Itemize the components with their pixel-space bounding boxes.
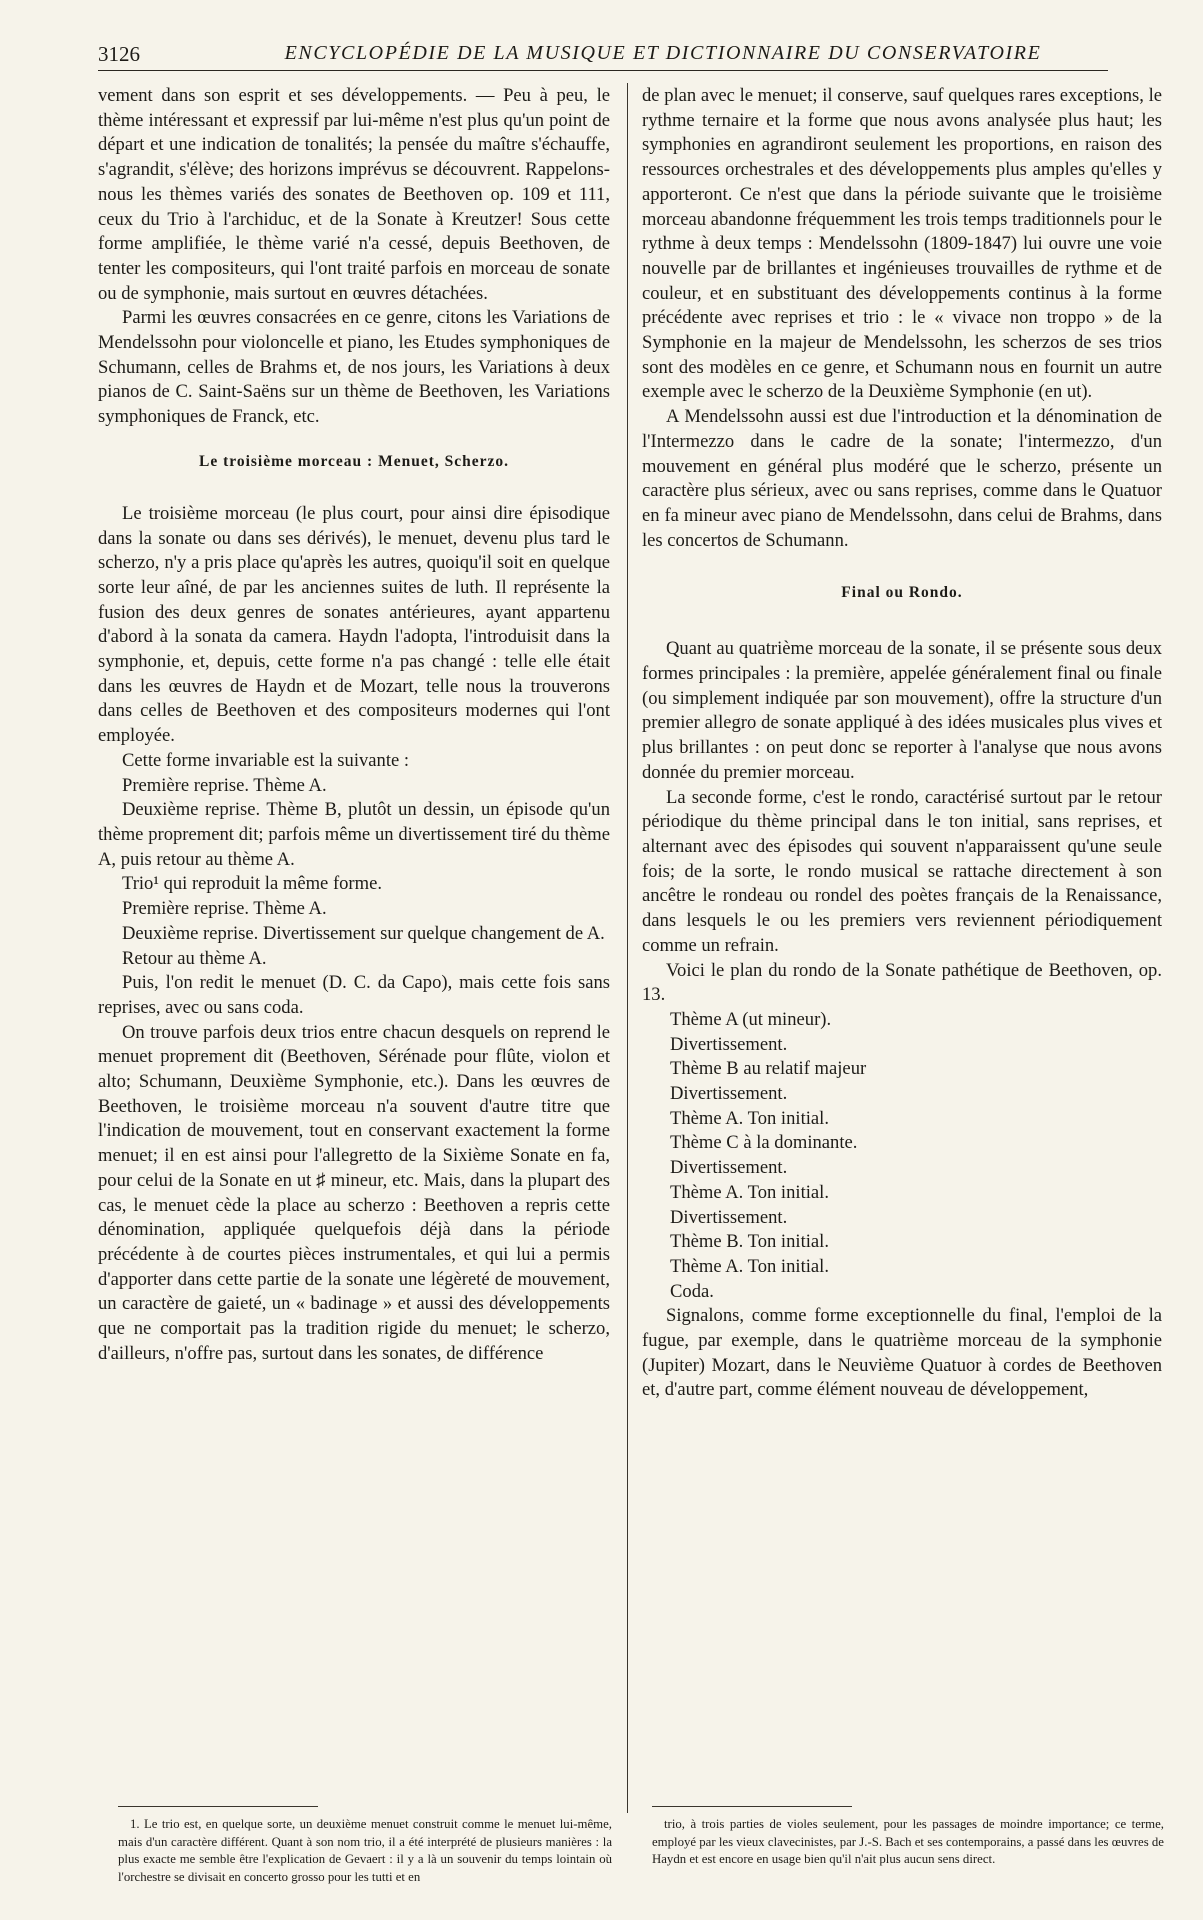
footnote-text: trio, à trois parties de violes seulement, pour les passages de moindre importance; ce terme, employé par les vieux clavecinistes, par J.-S. Bach et ses contemporains, a passé dans les œuvres de Haydn et est encore en usage bien qu'il n'ait plus aucun sens direct. bbox=[652, 1817, 1164, 1866]
form-item: Deuxième reprise. Divertissement sur quelque changement de A. bbox=[122, 922, 605, 944]
rondo-plan-item: Divertissement. bbox=[670, 1157, 788, 1179]
rondo-plan-item: Thème A (ut mineur). bbox=[670, 1008, 832, 1030]
paragraph: de plan avec le menuet; il conserve, sauf quelques rares exceptions, le rythme ternaire et la forme que nous avons analysée plus haut; les symphonies en agrandiront seulement les proportions, en raison des ressources orchestrales et des développements plus amples qu'elles y apporteront. Ce n'est que dans la période suivante que le troisième morceau abandonne fréquemment les trois temps traditionnels pour le rythme à deux temps : Mendelssohn (1809-1847) lui ouvre une voie nouvelle par de brillantes et ingénieuses trouvailles de rythme et de couleur, et en substituant des développements continus à la forme précédente avec reprises et trio : le « vivace non troppo » de la Symphonie en la majeur de Mendelssohn, les scherzos de ses trios sont des modèles en ce genre, et Schumann nous en fournit un autre exemple avec le scherzo de la Deuxième Symphonie (en ut). bbox=[642, 85, 1162, 403]
footnote-left bbox=[118, 1816, 612, 1886]
rondo-plan-item: Divertissement. bbox=[670, 1083, 788, 1105]
paragraph: On trouve parfois deux trios entre chacun desquels on reprend le menuet proprement dit (Beethoven, Sérénade pour flûte, violon et alto; Schumann, Deuxième Symphonie, etc.). Dans les œuvres de Beethoven, le troisième morceau n'a souvent d'autre titre que l'indication de mouvement, tout en conservant exactement la forme menuet; il en est ainsi pour l'allegretto de la Sixième Sonate en fa, pour celui de la Sonate en ut ♯ mineur, etc. Mais, dans la plupart des cas, le menuet cède la place au scherzo : Beethoven a repris cette dénomination, appliquée quelquefois déjà dans la période précédente à de courtes pièces instrumentales, et qui lui a permis d'apporter dans cette partie de la sonate une légèreté de mouvement, un caractère de gaieté, un « badinage » et aussi des développements que ne comportait pas la tradition rigide du menuet; le scherzo, d'ailleurs, n'offre pas, surtout dans les sonates, de différence bbox=[98, 1021, 610, 1364]
rondo-plan-item: Coda. bbox=[670, 1280, 714, 1302]
footnote-rule bbox=[652, 1806, 852, 1807]
rondo-plan-item: Divertissement. bbox=[670, 1206, 788, 1228]
paragraph: Puis, l'on redit le menuet (D. C. da Capo), mais cette fois sans reprises, avec ou sans coda. bbox=[98, 972, 610, 1018]
paragraph: Signalons, comme forme exceptionnelle du final, l'emploi de la fugue, par exemple, dans le quatrième morceau de la symphonie (Jupiter) Mozart, dans le Neuvième Quatuor à cordes de Beethoven et, d'autre part, comme élément nouveau de développement, bbox=[642, 1305, 1162, 1401]
form-item: Deuxième reprise. Thème B, plutôt un dessin, un épisode qu'un thème proprement dit; parfois même un divertissement tiré du thème A, puis retour au thème A. bbox=[98, 799, 610, 870]
page-number: 3126 bbox=[98, 42, 140, 66]
paragraph: A Mendelssohn aussi est due l'introduction et la dénomination de l'Intermezzo dans le cadre de la sonate; l'intermezzo, d'un mouvement en général plus modéré que le scherzo, présente un caractère plus sérieux, avec ou sans reprises, comme dans le Quatuor en fa mineur avec piano de Mendelssohn, dans celui de Brahms, dans les concertos de Schumann. bbox=[642, 406, 1162, 551]
form-item: Retour au thème A. bbox=[122, 947, 267, 969]
rondo-plan-item: Thème C à la dominante. bbox=[670, 1132, 858, 1154]
footnote-right bbox=[652, 1816, 1164, 1869]
page-header bbox=[98, 40, 1108, 71]
footnote-text: 1. Le trio est, en quelque sorte, un deuxième menuet construit comme le menuet lui-même, mais d'un caractère différent. Quant à son nom trio, il a été interprété de plusieurs manières : la plus exacte me semble être l'explication de Gevaert : il y a là un souvenir du temps lointain où l'orchestre se divisait en concerto grosso pour les tutti et en bbox=[118, 1817, 612, 1884]
footnote-rule bbox=[118, 1806, 318, 1807]
running-title: ENCYCLOPÉDIE DE LA MUSIQUE ET DICTIONNAIRE DU CONSERVATOIRE bbox=[284, 42, 1042, 64]
rondo-plan-item: Thème B. Ton initial. bbox=[670, 1231, 829, 1253]
section-title-menuet: Le troisième morceau : Menuet, Scherzo. bbox=[198, 452, 510, 470]
section-title-final: Final ou Rondo. bbox=[841, 584, 963, 602]
right-column bbox=[642, 84, 1162, 1403]
column-divider bbox=[627, 83, 628, 1813]
paragraph: Parmi les œuvres consacrées en ce genre, citons les Variations de Mendelssohn pour violoncelle et piano, les Etudes symphoniques de Schumann, celles de Brahms et, de nos jours, les Variations à deux pianos de C. Saint-Saëns sur un thème de Beethoven, les Variations symphoniques de Franck, etc. bbox=[98, 307, 610, 428]
rondo-plan-item: Divertissement. bbox=[670, 1033, 788, 1055]
rondo-plan-item: Thème A. Ton initial. bbox=[670, 1107, 829, 1129]
paragraph: Cette forme invariable est la suivante : bbox=[122, 749, 410, 771]
form-item: Trio¹ qui reproduit la même forme. bbox=[122, 873, 382, 895]
paragraph: vement dans son esprit et ses développements. — Peu à peu, le thème intéressant et expressif par lui-même n'est plus qu'un point de départ et une indication de tonalités; la pensée du maître s'échauffe, s'agrandit, s'élève; des horizons imprévus se découvrent. Rappelons-nous les thèmes variés des sonates de Beethoven op. 109 et 111, ceux du Trio à l'archiduc, et de la Sonate à Kreutzer! Sous cette forme amplifiée, le thème varié n'a cessé, depuis Beethoven, de tenter les compositeurs, qui l'ont traité parfois en morceau de sonate ou de symphonie, mais surtout en œuvres détachées. bbox=[98, 85, 610, 304]
paragraph: Le troisième morceau (le plus court, pour ainsi dire épisodique dans la sonate ou dans ses dérivés), le menuet, devenu plus tard le scherzo, n'y a pris place qu'après les autres, quoiqu'il soit en quelque sorte leur aîné, de par les anciennes suites de luth. Il représente la fusion des deux genres de sonates antérieures, ayant appartenu d'abord à la sonata da camera. Haydn l'adopta, l'introduisit dans la symphonie, et, depuis, cette forme n'a pas changé : telle elle était dans les œuvres de Haydn et de Mozart, telle nous la trouverons dans celles de Beethoven et des compositeurs modernes qui l'ont employée. bbox=[98, 502, 610, 747]
form-item: Première reprise. Thème A. bbox=[122, 898, 327, 920]
rondo-plan-item: Thème A. Ton initial. bbox=[670, 1181, 829, 1203]
rondo-plan-item: Thème B au relatif majeur bbox=[670, 1058, 867, 1080]
form-item: Première reprise. Thème A. bbox=[122, 774, 327, 796]
paragraph: La seconde forme, c'est le rondo, caractérisé surtout par le retour périodique du thème principal dans le ton initial, sans reprises, et alternant avec des épisodes qui souvent n'apparaissent qu'une seule fois; de la sorte, le rondo musical se rattache directement à son ancêtre le rondeau ou rondel des poètes français de la Renaissance, dans lesquels le ou les premiers vers reviennent périodiquement comme un refrain. bbox=[642, 786, 1162, 956]
paragraph: Voici le plan du rondo de la Sonate pathétique de Beethoven, op. 13. bbox=[642, 959, 1162, 1006]
rondo-plan-item: Thème A. Ton initial. bbox=[670, 1255, 829, 1277]
left-column bbox=[98, 84, 610, 1366]
paragraph: Quant au quatrième morceau de la sonate, il se présente sous deux formes principales : la première, appelée généralement final ou finale (ou simplement indiquée par son mouvement), offre la structure d'un premier allegro de sonate appliqué à des idées musicales plus vives et plus brillantes : on peut donc se reporter à l'analyse que nous avons donnée du premier morceau. bbox=[642, 638, 1162, 783]
